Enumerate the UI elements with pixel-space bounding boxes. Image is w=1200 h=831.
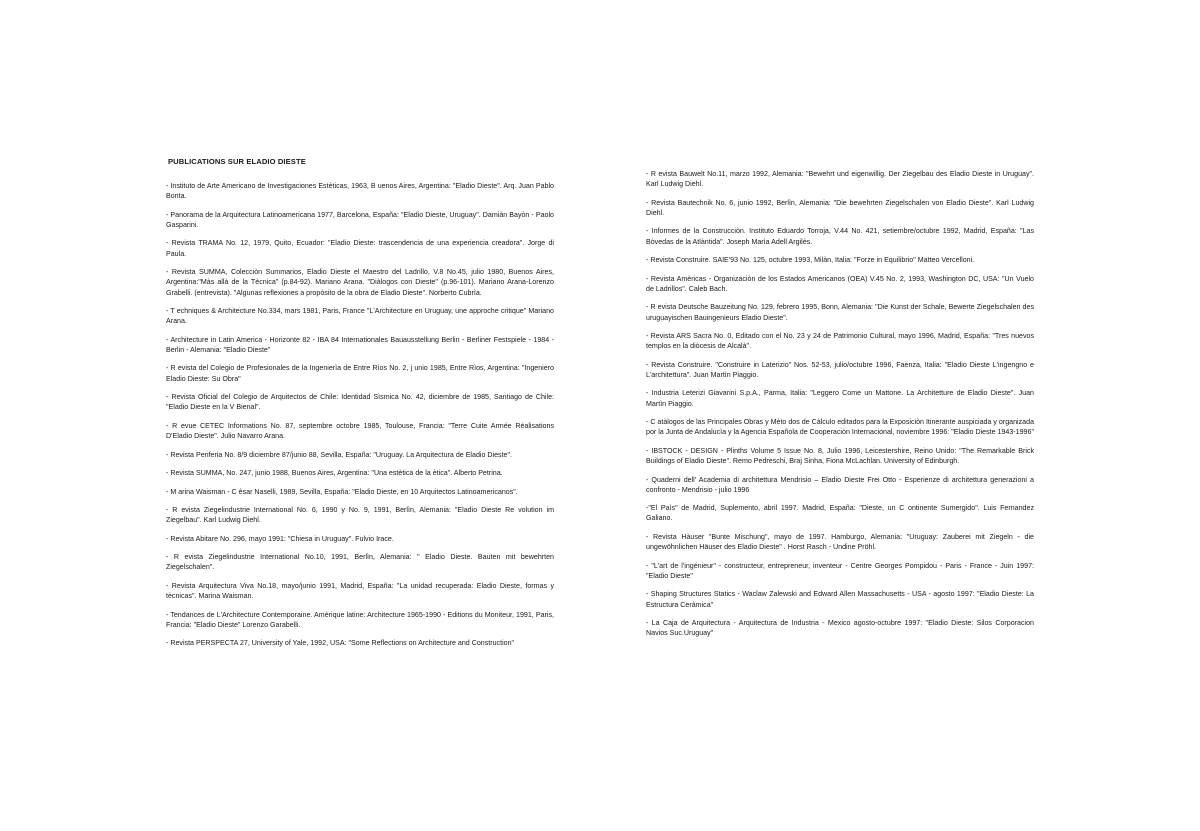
bibliography-entry: - Revista Oficial del Colegio de Arquitectos de Chile: Identidad Sìsmica No. 42, diciembre de 1985, Santiago de Chile: "Eladio Dieste en la V Bienal". [166,393,554,412]
bibliography-entry: - Revista TRAMA No. 12, 1979, Quito, Ecuador: "Eladio Dieste: trascendencia de una experiencia creadora". Jorge di Paula. [166,239,554,258]
bibliography-entry: - R evista del Colegio de Profesionales de la Ingenierìa de Entre Rìos No. 2, j unio 1985, Entre Rìos, Argentina: "Ingeniero Eladio Dieste: Su Obra" [166,364,554,383]
bibliography-entry: - Revista SUMMA, Colecciòn Summarios, Eladio Dieste el Maestro del Ladrillo, V.8 No.45, julio 1980, Buenos Aires, Argentina:"Màs allà de la Tècnica" (p.84-92). Mariano Arana. "Diàlogos con Dieste" (p.96-101). Mariano Arana-Lorenzo Grabelli. (entrevista). "Algunas reflexiones a propòsito de la obra de Eladio Dieste". Norberto Cubrìa. [166,268,554,297]
bibliography-entry: - Shaping Structures Statics - Waclaw Zalewski and Edward Allen Massachusetts - USA - agosto 1997: "Eladio Dieste: La Estructura Ceràmica" [646,590,1034,609]
bibliography-entry: - R evue CETEC Informations No. 87, septembre octobre 1985, Toulouse, Francia: "Terre Cuite Armée Réalisations D'Eladio Dieste". Julio Navarro Arana. [166,421,554,441]
page-title: PUBLICATIONS SUR ELADIO DIESTE [168,157,306,166]
bibliography-entry: - "L'art de l'ingénieur" - constructeur, entrepreneur, inventeur - Centre Georges Pompidou - Paris - France - Juin 1997: "Eladio Dieste" [646,561,1034,580]
left-column [166,181,554,657]
bibliography-entry: - Instituto de Arte Americano de Investigaciones Estèticas, 1963, B uenos Aires, Argentina: "Eladio Dieste". Arq. Juan Pablo Bonta. [166,182,554,201]
bibliography-entry: - Revista Bautechnik No. 6, junio 1992, Berlìn, Alemania: "Die bewehrten Ziegelschalen von Eladio Dieste". Karl Ludwig Diehl. [646,198,1034,217]
bibliography-entry: - La Caja de Arquitectura - Arquitectura de Industria - Mexico agosto-octubre 1997: "Eladio Dieste: Silos Corporacion Navios Suc.Uruguay" [646,619,1034,638]
bibliography-entry: - C atàlogos de las Principales Obras y Mèto dos de Càlculo editados para la Exposiciòn Itinerante auspiciada y organizada por la Junta de Andalucìa y la Agencia Española de Cooperaciòn Internacional, noviembre 1996: "Eladio Dieste 1943-1996" [646,418,1035,437]
right-column [646,169,1034,647]
bibliography-entry: - R evista Ziegelindustrie International No. 6, 1990 y No. 9, 1991, Berlìn, Alemania: "Eladio Dieste Re volution im Ziegelbau". Karl Ludwig Diehl. [166,506,554,525]
bibliography-entry: -"El Paìs" de Madrid, Suplemento, abril 1997. Madrid, España: "Dieste, un C ontinente Sumergido". Luis Fernandez Galiano. [646,504,1034,523]
bibliography-entry: - Industria Leterizi Giavarini S.p.A., Parma, Italia: "Leggero Come un Mattone. La Architetture de Eladio Dieste". Juan Martìn Piaggio. [646,389,1034,408]
bibliography-entry: - Revista ARS Sacra No. 0, Editado con el No. 23 y 24 de Patrimonio Cultural, mayo 1996, Madrid, España: "Tres nuevos templos en la diòcesis de Alcalà". [646,332,1034,351]
bibliography-entry: - R evista Deutsche Bauzeitung No. 129, febrero 1995, Bonn, Alemania: "Die Kunst der Schale, Bewerte Ziegelschalen des uruguayischen Bauingenieurs Eladio Dieste". [646,303,1034,322]
bibliography-entry: - Informes de la Construcciòn. Instituto Eduardo Torroja, V.44 No. 421, setiembre/octubre 1992, Madrid, España: "Las Bòvedas de la Atlàntida". Joseph Marìa Adell Argilès. [646,227,1034,246]
bibliography-entry: - T echniques & Architecture No.334, mars 1981, Paris, France "L'Architecture en Uruguay, une approche critique" Mariano Arana. [166,307,554,326]
bibliography-entry: - Revista Abitare No. 296, mayo 1991: "Chiesa in Uruguay". Fulvio Irace. [166,534,394,543]
bibliography-entry: - IBSTOCK - DESIGN - Plinths Volume 5 Issue No. 8, Julio 1996, Leicestershire, Reino Unido: "The Remarkable Brick Buildings of Eladio Dieste". Remo Pedreschi, Braj Sinha, Fiona McLachlan. University of Edinburgh. [646,446,1034,466]
bibliography-entry: - Revista Arquitectura Viva No.18, mayo/junio 1991, Madrid, España: "La unidad recuperada: Eladio Dieste, formas y tècnicas". Marina Waisman. [166,581,554,601]
bibliography-entry: - Revista Amèricas - Organizaciòn de los Estados Americanos (OEA) V.45 No. 2, 1993, Washington DC, USA: "Un Vuelo de Ladrillos". Caleb Bach. [646,274,1034,293]
bibliography-entry: - Revista PERSPECTA 27, University of Yale, 1992, USA: "Some Reflections on Architecture and Construction" [166,639,515,648]
bibliography-entry: - Architecture in Latin America - Horizonte 82 - IBA 84 Internationales Bauausstellung Berlin - Berliner Festspiele - 1984 - Berlin - Alemania: "Eladio Dieste" [166,335,554,354]
bibliography-entry: - Revista Construire. SAIE'93 No. 125, octubre 1993, Milàn, Italia: "Forze in Equilibrio" Matteo Vercelloni. [646,256,975,265]
bibliography-entry: - Revista Periferia No. 8/9 diciembre 87/junio 88, Sevilla, España: "Uruguay. La Arquitectura de Eladio Dieste". [166,450,512,459]
bibliography-entry: - Revista Hàuser "Bunte Mischung", mayo de 1997. Hamburgo, Alemania: "Uruguay: Zauberei mit Ziegeln - die ungewöhnlichen Häuser des Eladio Dieste" . Horst Rasch - Undine Pröhl. [646,532,1034,552]
bibliography-entry: - R evista Ziegelindustrie International No.10, 1991, Berlìn, Alemania: " Eladio Dieste. Bauten mit bewehrten Ziegelschalen". [166,553,554,572]
bibliography-entry: - Revista Construire. "Construire in Laterizio" Nos. 52-53, julio/octubre 1996, Faenza, Italia: "Eladio Dieste L'ingengno e L'architettura". Juan Martìn Piaggio. [646,360,1034,379]
bibliography-entry: - Revista SUMMA, No. 247, junio 1988, Buenos Aires, Argentina: "Una estètica de la ètica". Alberto Petrina. [166,469,503,478]
bibliography-entry: - Tendances de L'Architecture Contemporaine. Amèrique latine: Architecture 1965-1990 - Editions du Moniteur, 1991, Paris, Francia: "Eladio Dieste" Lorenzo Garabelli. [166,610,554,629]
bibliography-entry: - Panorama de la Arquitectura Latinoamericana 1977, Barcelona, España: "Eladio Dieste, Uruguay". Damiàn Bayòn - Paolo Gasparini. [166,210,554,229]
bibliography-entry: - M arina Waisman - C èsar Naselli, 1989, Sevilla, España: "Eladio Dieste, en 10 Arquitectos Latinoamericanos". [166,487,518,496]
bibliography-entry: - Quaderni dell' Academia di architettura Mendrisio – Eladio Dieste Frei Otto - Esperienze di architettura generazioni a confronto - Mendrisio - julio 1996 [646,475,1034,494]
bibliography-entry: - R evista Bauwelt No.11, marzo 1992, Alemania: "Bewehrt und eigenwillig. Der Ziegelbau des Eladio Dieste in Uruguay". Karl Ludwig Diehl. [646,170,1034,189]
